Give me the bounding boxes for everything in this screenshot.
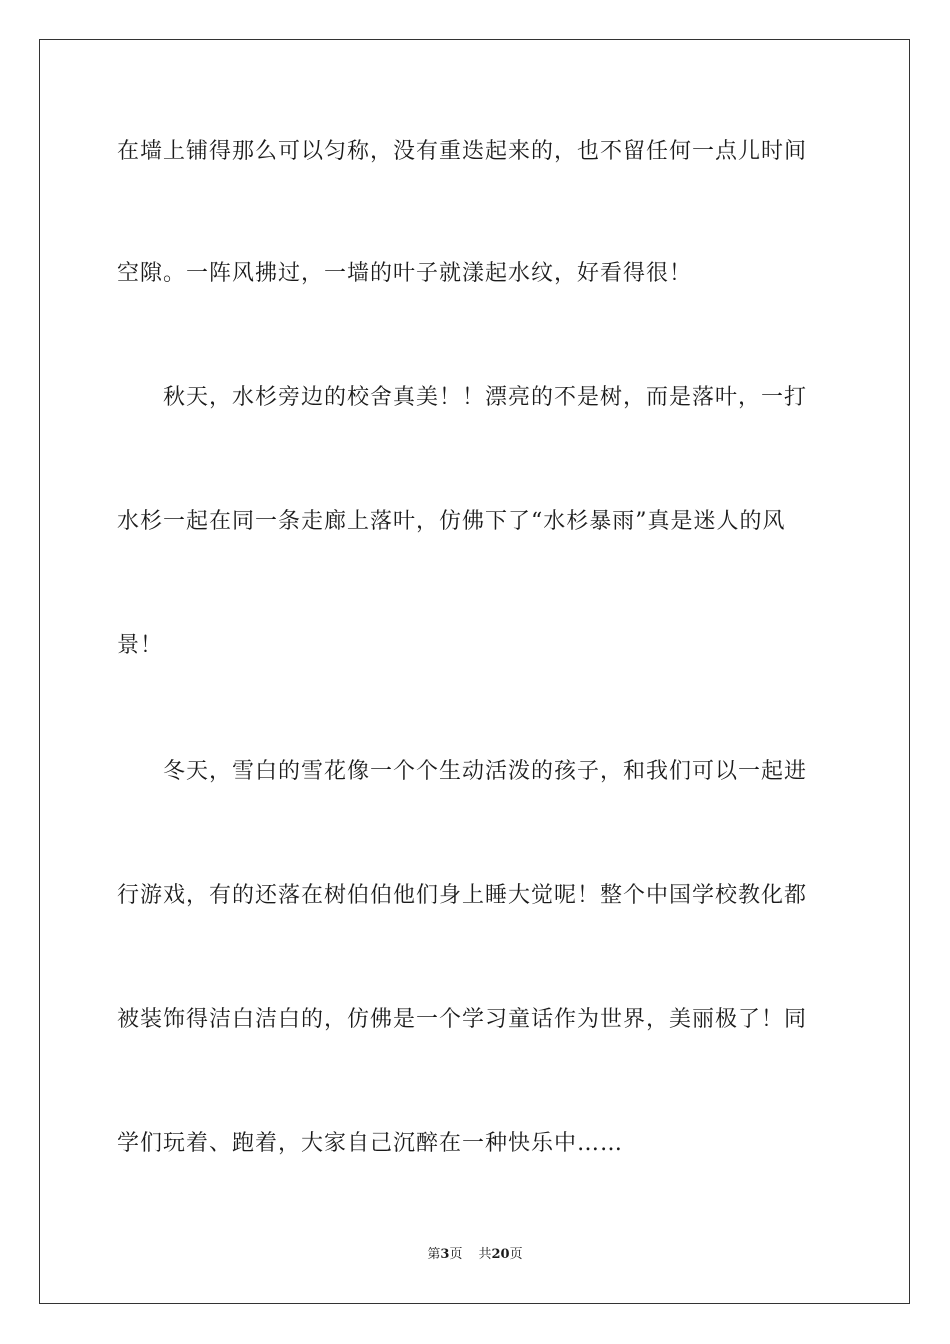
page-footer [0,1246,950,1264]
text-line-5: 景！ [117,633,164,658]
total-suffix: 页 [509,1247,523,1262]
page-number: 3 [440,1247,450,1262]
page-suffix: 页 [449,1247,463,1262]
page-prefix: 第 [427,1247,441,1262]
text-line-7: 行游戏，有的还落在树伯伯他们身上睡大觉呢！整个中国学校教化都 [117,883,808,908]
total-prefix: 共 [478,1247,492,1262]
text-line-6: 冬天，雪白的雪花像一个个生动活泼的孩子，和我们可以一起进 [163,759,808,784]
text-line-8: 被装饰得洁白洁白的，仿佛是一个学习童话作为世界，美丽极了！同 [117,1007,808,1032]
text-line-4: 水杉一起在同一条走廊上落叶，仿佛下了“水杉暴雨”真是迷人的风 [117,509,786,534]
total-pages: 20 [491,1247,510,1262]
text-line-3: 秋天，水杉旁边的校舍真美！！漂亮的不是树，而是落叶，一打 [163,385,808,410]
text-line-1: 在墙上铺得那么可以匀称，没有重迭起来的，也不留任何一点儿时间 [117,139,808,164]
text-line-2: 空隙。一阵风拂过，一墙的叶子就漾起水纹，好看得很！ [117,261,693,286]
page-border [39,39,910,1304]
text-line-9: 学们玩着、跑着，大家自己沉醉在一种快乐中…… [117,1131,624,1156]
